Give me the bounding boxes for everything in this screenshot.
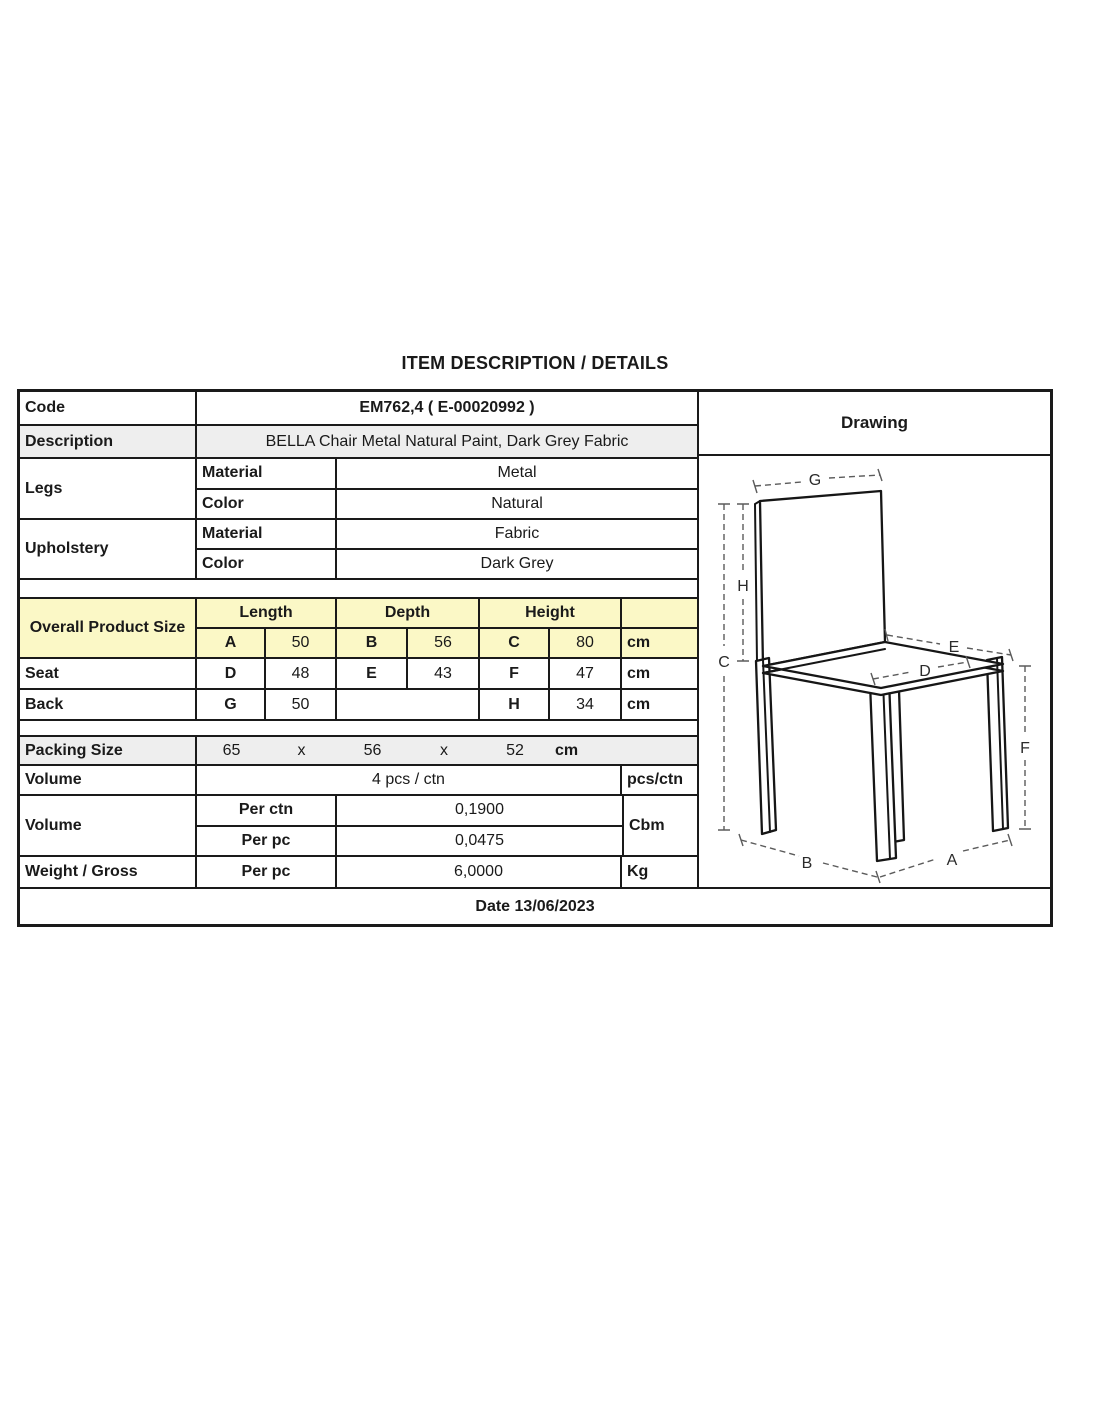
volume-per-carton-unit: pcs/ctn — [627, 771, 684, 788]
upholstery-label: Upholstery — [20, 520, 197, 578]
volume-per-ctn-row — [197, 796, 622, 827]
legs-material-label: Material — [197, 459, 337, 488]
packing-label: Packing Size — [20, 737, 197, 764]
legs-color-label: Color — [197, 490, 337, 519]
spec-sheet-table — [17, 389, 1053, 927]
legs-label: Legs — [20, 459, 197, 518]
back-row — [20, 690, 697, 721]
upholstery-group — [20, 520, 697, 580]
packing-filler — [622, 737, 697, 764]
volume-per-pc-row — [197, 827, 622, 856]
weight-label: Weight / Gross — [20, 857, 197, 887]
upholstery-color-label: Color — [197, 550, 337, 578]
per-pc-value: 0,0475 — [455, 831, 504, 849]
volume-detail-group — [20, 796, 697, 857]
upholstery-material-label: Material — [197, 520, 337, 548]
description-label: Description — [20, 426, 197, 457]
dim-g-value: 50 — [266, 690, 337, 719]
code-label: Code — [20, 392, 197, 424]
back-unit: cm — [627, 695, 651, 713]
size-overall-row — [197, 629, 697, 657]
size-header-depth: Depth — [337, 599, 480, 627]
dim-e-letter: E — [337, 659, 408, 688]
dim-a-value: 50 — [266, 629, 337, 657]
dim-a-letter: A — [197, 629, 266, 657]
dim-label-f: F — [1020, 740, 1030, 757]
packing-row — [20, 737, 697, 766]
size-header-unit-cell — [622, 599, 697, 627]
volume-detail-label: Volume — [20, 796, 197, 855]
dim-label-a: A — [946, 852, 958, 869]
dim-c-value: 80 — [550, 629, 622, 657]
size-overall-unit: cm — [627, 634, 651, 651]
per-ctn-label: Per ctn — [197, 796, 337, 825]
spec-table — [20, 392, 699, 887]
back-label: Back — [20, 690, 197, 719]
volume-detail-unit: Cbm — [622, 796, 697, 855]
legs-material-value: Metal — [497, 464, 537, 482]
chair-technical-drawing-svg — [699, 456, 1050, 887]
packing-unit: cm — [555, 741, 579, 759]
overall-size-group — [20, 599, 697, 659]
dim-f-value: 47 — [550, 659, 622, 688]
dim-h-letter: H — [480, 690, 550, 719]
weight-unit: Kg — [627, 863, 649, 880]
legs-color-value: Natural — [491, 494, 543, 512]
spacer-row — [20, 580, 697, 599]
chair-drawing — [699, 456, 1050, 887]
dim-label-b: B — [801, 855, 813, 872]
weight-sub-label: Per pc — [197, 857, 337, 887]
size-header-height: Height — [480, 599, 622, 627]
volume-per-carton-value: 4 pcs / ctn — [197, 766, 622, 794]
dim-b-value: 56 — [408, 629, 480, 657]
size-header-row — [197, 599, 697, 629]
upholstery-material-value: Fabric — [494, 525, 540, 542]
upholstery-color-row — [197, 550, 697, 578]
weight-value: 6,0000 — [337, 857, 622, 887]
code-row — [20, 392, 697, 426]
dim-e-value: 43 — [408, 659, 480, 688]
dim-g-letter: G — [197, 690, 266, 719]
dim-label-g: G — [808, 472, 822, 489]
page-title: ITEM DESCRIPTION / DETAILS — [401, 353, 669, 373]
drawing-title: Drawing — [699, 392, 1050, 456]
upholstery-color-value: Dark Grey — [480, 555, 554, 572]
weight-row — [20, 857, 697, 887]
dim-label-h: H — [737, 578, 749, 595]
legs-color-row — [197, 490, 697, 519]
overall-size-label: Overall Product Size — [20, 599, 197, 657]
back-empty-cell — [337, 690, 480, 719]
code-value: EM762,4 ( E-00020992 ) — [359, 399, 535, 416]
dim-c-letter: C — [480, 629, 550, 657]
packing-x1: x — [297, 741, 306, 759]
dim-d-value: 48 — [266, 659, 337, 688]
dim-b-letter: B — [337, 629, 408, 657]
seat-label: Seat — [20, 659, 197, 688]
dim-label-c: C — [718, 654, 730, 671]
seat-row — [20, 659, 697, 690]
upholstery-material-row — [197, 520, 697, 550]
dim-label-e: E — [948, 639, 960, 656]
packing-length: 65 — [222, 741, 241, 759]
spacer-row — [20, 721, 697, 737]
packing-x2: x — [440, 741, 448, 759]
date-value: Date 13/06/2023 — [475, 897, 595, 915]
date-row — [20, 889, 1050, 924]
description-row — [20, 426, 697, 459]
volume-per-carton-row — [20, 766, 697, 796]
description-value: BELLA Chair Metal Natural Paint, Dark Grey Fabric — [265, 432, 629, 450]
drawing-panel — [699, 392, 1050, 887]
dim-line-a — [880, 840, 1010, 877]
per-ctn-value: 0,1900 — [455, 801, 504, 819]
dim-f-letter: F — [480, 659, 550, 688]
chair-backrest-edge — [755, 501, 760, 662]
legs-material-row — [197, 459, 697, 490]
dim-h-value: 34 — [550, 690, 622, 719]
packing-depth: 56 — [363, 741, 382, 759]
sheet-main — [20, 392, 1050, 889]
dim-d-letter: D — [197, 659, 266, 688]
per-pc-label: Per pc — [197, 827, 337, 856]
packing-height: 52 — [506, 741, 524, 759]
legs-group — [20, 459, 697, 520]
dim-label-d: D — [919, 663, 931, 680]
size-header-length: Length — [197, 599, 337, 627]
chair-backrest — [760, 491, 885, 666]
seat-unit: cm — [627, 664, 651, 682]
volume-per-carton-label: Volume — [20, 766, 197, 794]
